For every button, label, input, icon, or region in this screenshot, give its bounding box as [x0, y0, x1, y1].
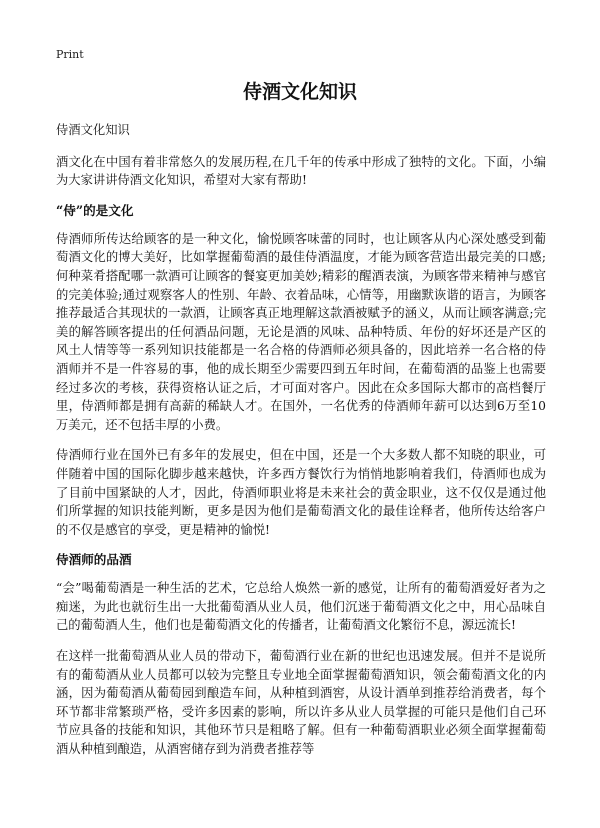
document-title: 侍酒文化知识 — [242, 81, 357, 103]
document-subtitle: 侍酒文化知识 — [56, 123, 130, 137]
section-tasting-paragraph-1: “会”喝葡萄酒是一种生活的艺术，它总给人焕然一新的感觉，让所有的葡萄酒爱好者为之痴迷，为此也就衍生出一大批葡萄酒从业人员，他们沉迷于葡萄酒文化之中，用心品味自己的葡萄酒人生，他们也是葡萄酒文化的传播者，让葡萄酒文化繁衍不息，源远流长! — [56, 581, 546, 633]
section-heading-culture: “侍”的是文化 — [56, 202, 134, 218]
section-heading-tasting: 侍酒师的品酒 — [56, 552, 132, 568]
section-culture-paragraph-2: 侍酒师行业在国外已有多年的发展史，但在中国，还是一个大多数人都不知晓的职业，可伴随着中国的国际化脚步越来越快，许多西方餐饮行为悄悄地影响着我们，侍酒师也成为了目前中国紧缺的人才，因此，侍酒师职业将是未来社会的黄金职业，这不仅仅是通过他们所掌握的知识技能判断，更多是因为他们是葡萄酒文化的最佳诠释者，他所传达给客户的不仅是感官的享受，更是精神的愉悦! — [56, 448, 546, 537]
document-body — [56, 121, 546, 771]
section-culture-paragraph-1: 侍酒师所传达给顾客的是一种文化，愉悦顾客味蕾的同时，也让顾客从内心深处感受到葡萄酒文化的博大美好，比如掌握葡萄酒的最佳侍酒温度，才能为顾客营造出最完美的口感;何种菜肴搭配哪一款酒可让顾客的餐宴更加美妙;精彩的醒酒表演，为顾客带来精神与感官的完美体验;通过观察客人的性别、年龄、衣着品味，心情等，用幽默诙谐的语言，为顾客推荐最适合其现状的一款酒，让顾客真正地理解这款酒被赋予的涵义，从而让顾客满意;完美的解答顾客提出的任何酒品问题，无论是酒的风味、品种特质、年份的好坏还是产区的风土人情等等一系列知识技能都是一名合格的侍酒师必须具备的，因此培养一名合格的侍酒师并不是一件容易的事，他的成长期至少需要四到五年时间，在葡萄酒的品鉴上也需要经过多次的考核，获得资格认证之后，才可面对客户。因此在众多国际大都市的高档餐厅里，侍酒师都是拥有高薪的稀缺人才。在国外，一名优秀的侍酒师年薪可以达到6万至10万美元，还不包括丰厚的小费。 — [56, 231, 546, 432]
section-tasting-paragraph-2: 在这样一批葡萄酒从业人员的带动下，葡萄酒行业在新的世纪也迅速发展。但并不是说所有的葡萄酒从业人员都可以较为完整且专业地全面掌握葡萄酒知识，领会葡萄酒文化的内涵，因为葡萄酒从葡萄园到酿造车间，从种植到酒窖，从设计酒单到推荐给消费者，每个环节都非常繁琐严格，受许多因素的影响，所以许多从业人员掌握的可能只是他们自己环节应具备的技能和知识，其他环节只是粗略了解。但有一种葡萄酒职业必须全面掌握葡萄酒从种植到酿造，从酒窖储存到为消费者推荐等 — [56, 649, 546, 757]
print-link[interactable]: Print — [56, 48, 84, 61]
intro-paragraph: 酒文化在中国有着非常悠久的发展历程,在几千年的传承中形成了独特的文化。下面，小编为大家讲讲侍酒文化知识，希望对大家有帮助! — [56, 154, 546, 188]
